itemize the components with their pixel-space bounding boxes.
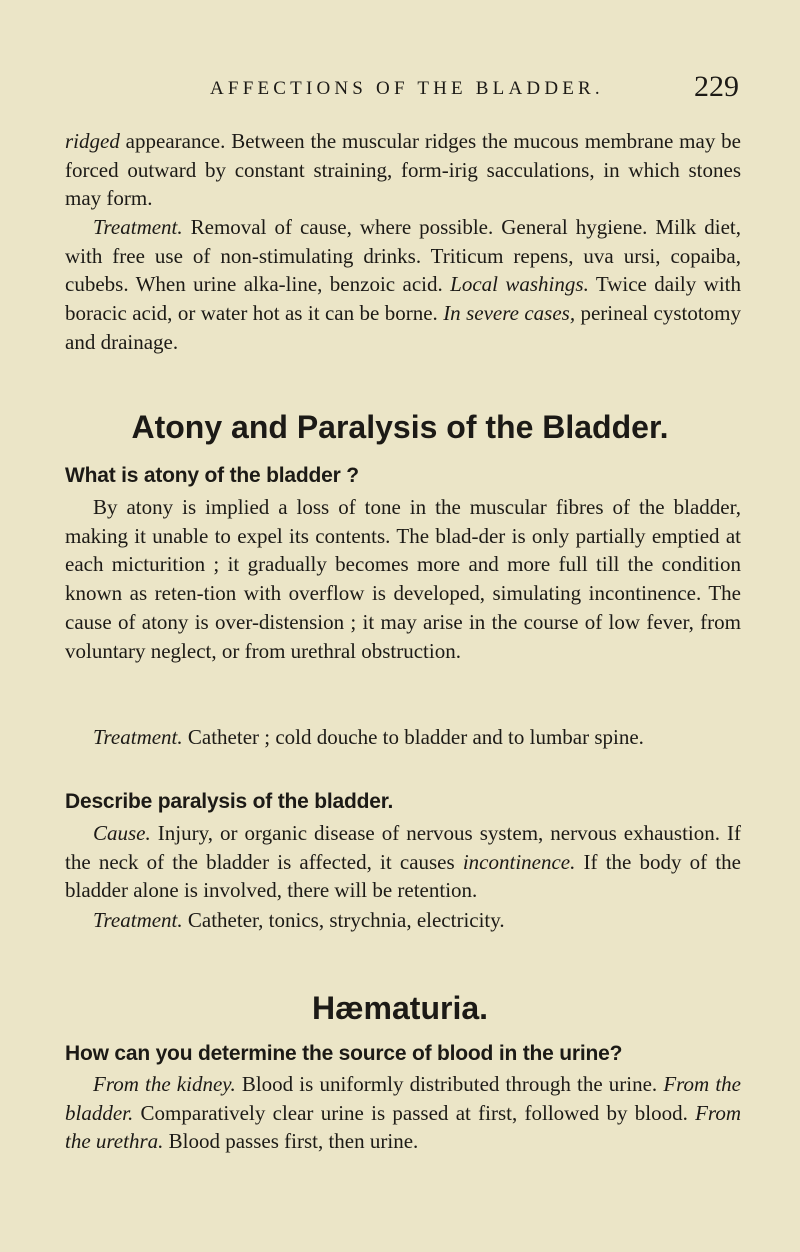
haematuria-section-heading: Hæmaturia. (311, 990, 489, 1026)
page-number: 229 (694, 70, 739, 103)
local-washings-label: Local washings. (450, 272, 589, 297)
atony-treatment-text: Catheter ; cold douche to bladder and to lumbar spine. (182, 725, 644, 749)
atony-section-heading: Atony and Paralysis of the Bladder. (131, 409, 669, 445)
paralysis-treatment-label: Treatment. (93, 908, 183, 932)
kidney-text: Blood is uniformly distributed through the urine. (235, 1072, 664, 1096)
incontinence-term: incontinence. (462, 849, 576, 874)
intro-paragraph (65, 127, 741, 213)
severe-cases-text: perineal cystotomy and drainage. (65, 301, 742, 354)
treatment-text: Removal of cause, where possible. General hygiene. Milk diet, with free use of non-stimulating drinks. Triticum repens, uva ursi, copaiba, cubebs. When urine alka-line, benzoic acid. (65, 215, 741, 297)
page-header (0, 70, 800, 116)
running-head: AFFECTIONS OF THE BLADDER. (210, 78, 604, 99)
cause-label: Cause. (93, 821, 151, 845)
atony-answer-text: By atony is implied a loss of tone in the muscular fibres of the bladder, making it unable to expel its contents. The blad-der is only partially emptied at each micturition ; it gradually becomes more and more full till the condition known as reten-tion with overflow is developed, simulating incontinence. The cause of atony is over-distension ; it may arise in the course of low fever, from voluntary neglect, or from urethral obstruction. (65, 495, 741, 663)
intro-treatment-paragraph (65, 213, 741, 357)
cause-text-continued: If the body of the bladder alone is involved, there will be retention. (65, 849, 741, 903)
bladder-text: Comparatively clear urine is passed at first, followed by blood. (133, 1100, 696, 1125)
treatment-label: Treatment. (93, 215, 183, 239)
atony-treatment-label: Treatment. (93, 725, 183, 749)
haematuria-answer (65, 1070, 741, 1156)
severe-cases-label: In severe cases, (443, 301, 576, 326)
atony-answer (65, 493, 741, 665)
ridged-term: ridged (65, 129, 120, 153)
kidney-label: From the kidney. (93, 1072, 236, 1096)
atony-question: What is atony of the bladder ? (65, 464, 359, 487)
local-washings-text: Twice daily with boracic acid, or water hot as it can be borne. (65, 272, 741, 326)
intro-paragraph-text: appearance. Between the muscular ridges the mucous membrane may be forced outward by constant straining, form-irig sacculations, in which stones may form. (65, 129, 741, 211)
cause-text: Injury, or organic disease of nervous system, nervous exhaustion. If the neck of the bladder is affected, it causes (65, 821, 741, 874)
paralysis-cause-paragraph (65, 819, 741, 905)
urethra-label: From the urethra. (65, 1100, 741, 1154)
paralysis-treatment-paragraph (65, 906, 741, 935)
bladder-label: From the bladder. (65, 1072, 742, 1125)
urethra-text: Blood passes first, then urine. (163, 1129, 419, 1154)
atony-treatment-paragraph (65, 723, 741, 752)
paralysis-question: Describe paralysis of the bladder. (65, 790, 394, 813)
haematuria-question: How can you determine the source of blood in the urine? (65, 1042, 623, 1065)
paralysis-treatment-text: Catheter, tonics, strychnia, electricity. (182, 908, 505, 932)
